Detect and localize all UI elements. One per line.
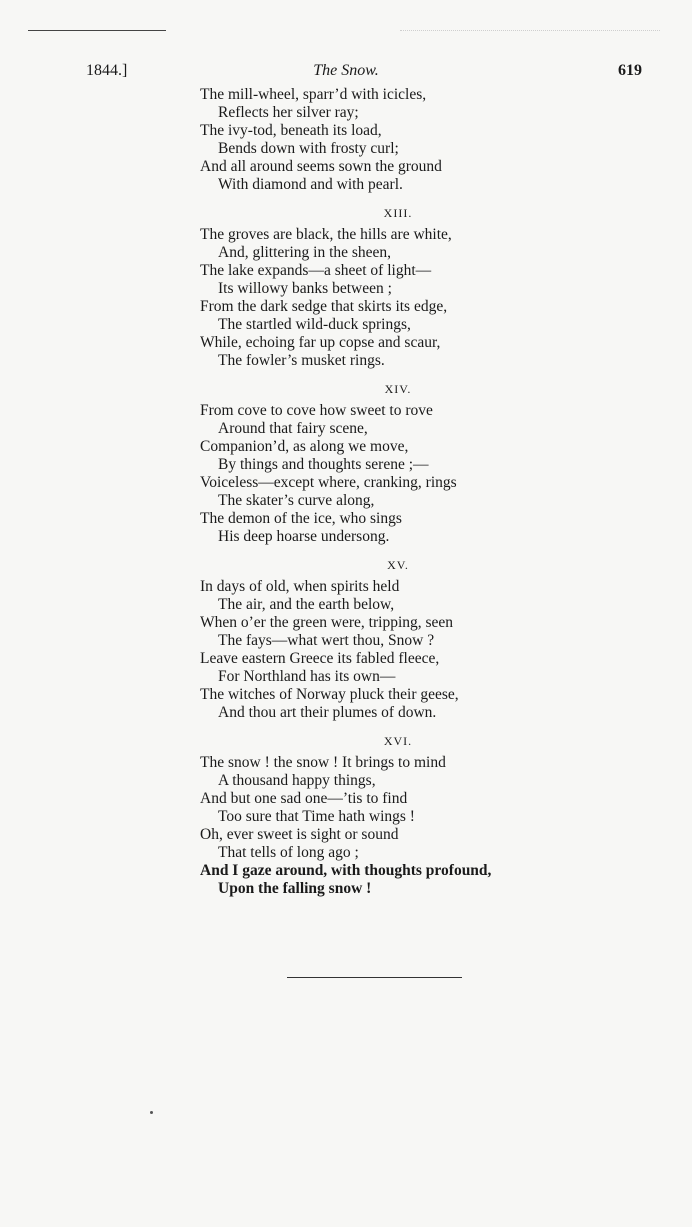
verse-line: When o’er the green were, tripping, seen — [200, 614, 454, 631]
verse-line: Bends down with frosty curl; — [218, 140, 399, 157]
stanza — [200, 558, 580, 722]
verse-line: The ivy-tod, beneath its load, — [200, 122, 382, 139]
verse-line: Leave eastern Greece its fabled fleece, — [200, 650, 440, 667]
verse-line: The snow ! the snow ! It brings to mind — [200, 754, 446, 771]
closing-rule — [287, 977, 462, 978]
running-title: The Snow. — [313, 62, 379, 79]
verse-line: The witches of Norway pluck their geese, — [200, 686, 459, 703]
verse-line: And but one sad one—’tis to find — [200, 790, 408, 807]
verse-line: For Northland has its own— — [218, 668, 396, 685]
verse-line: While, echoing far up copse and scaur, — [200, 334, 441, 351]
verse-line: In days of old, when spirits held — [200, 578, 400, 595]
stanza-numeral: XIII. — [383, 206, 413, 220]
verse-line: A thousand happy things, — [218, 772, 376, 789]
stanza — [200, 734, 580, 898]
verse-line: And, glittering in the sheen, — [218, 244, 392, 261]
ink-speck — [150, 1111, 153, 1114]
verse-line: His deep hoarse undersong. — [218, 528, 390, 545]
verse-line: The skater’s curve along, — [218, 492, 375, 509]
verse-line: By things and thoughts serene ;— — [218, 456, 429, 473]
verse-line: The lake expands—a sheet of light— — [200, 262, 432, 279]
verse-line: Reflects her silver ray; — [218, 104, 359, 121]
verse-line: The fowler’s musket rings. — [218, 352, 385, 369]
verse-line: Companion’d, as along we move, — [200, 438, 409, 455]
verse-line: The groves are black, the hills are white, — [200, 226, 452, 243]
verse-line: The startled wild-duck springs, — [218, 316, 411, 333]
verse-line: Around that fairy scene, — [218, 420, 368, 437]
verse-line: The mill-wheel, sparr’d with icicles, — [200, 86, 427, 103]
verse-line: The air, and the earth below, — [218, 596, 395, 613]
top-rule — [28, 30, 166, 31]
running-header — [0, 62, 692, 86]
stanza — [200, 206, 580, 370]
verse-line: Its willowy banks between ; — [218, 280, 392, 297]
verse-line: The fays—what wert thou, Snow ? — [218, 632, 435, 649]
verse-line: And I gaze around, with thoughts profound, — [200, 862, 492, 879]
stanza-numeral: XV. — [387, 558, 409, 572]
verse-line: Too sure that Time hath wings ! — [218, 808, 415, 825]
verse-line: With diamond and with pearl. — [218, 176, 403, 193]
page-number: 619 — [618, 62, 642, 79]
top-rule-faint — [400, 30, 660, 31]
stanza-numeral: XVI. — [383, 734, 413, 748]
verse-line: Upon the falling snow ! — [218, 880, 372, 897]
verse-line: The demon of the ice, who sings — [200, 510, 402, 527]
poem-body — [200, 86, 580, 898]
verse-line: From cove to cove how sweet to rove — [200, 402, 433, 419]
verse-line: That tells of long ago ; — [218, 844, 359, 861]
stanza — [200, 382, 580, 546]
verse-line: And all around seems sown the ground — [200, 158, 442, 175]
verse-line: Oh, ever sweet is sight or sound — [200, 826, 399, 843]
verse-line: And thou art their plumes of down. — [218, 704, 437, 721]
verse-line: Voiceless—except where, cranking, rings — [200, 474, 457, 491]
verse-line: From the dark sedge that skirts its edge, — [200, 298, 448, 315]
header-year: 1844.] — [86, 62, 128, 79]
stanza-numeral: XIV. — [384, 382, 412, 396]
stanza — [200, 86, 580, 194]
